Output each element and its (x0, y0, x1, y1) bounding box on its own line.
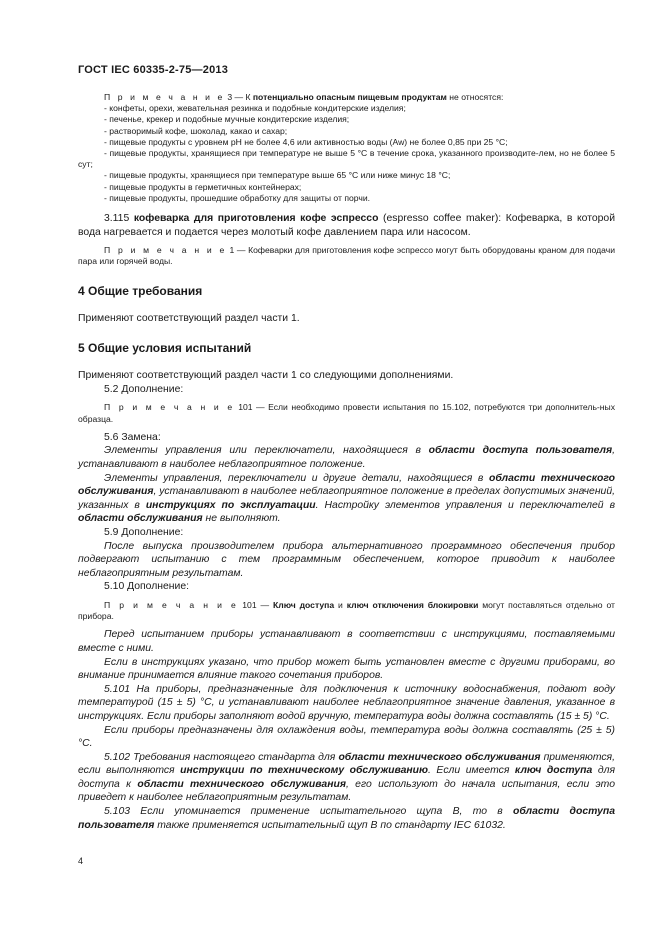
note-101-a (78, 402, 615, 424)
list-item: - пищевые продукты в герметичных контейнерах; (104, 181, 302, 192)
note-label: П р и м е ч а н и е (104, 402, 235, 413)
term: Ключ доступа (272, 599, 335, 610)
term: области технического обслуживания (338, 751, 541, 763)
clause-5-2: 5.2 Дополнение: (104, 383, 184, 395)
note-label: П р и м е ч а н и е (104, 92, 225, 102)
note-number: 3 — К (227, 92, 251, 102)
note-101-b: П р и м е ч а н и е 101 — Ключ доступа и ключ отключения блокировки могут поставляться отдельно от прибора. (78, 599, 615, 622)
section-5-text: Применяют соответствующий раздел части 1 со следующими дополнениями. (78, 370, 454, 382)
clause-5-10-para-2: Если в инструкциях указано, что прибор может быть установлен вместе с другими приборами, во внимание принимается влияние такого сочетания приборов. (78, 656, 615, 682)
term: инструкциях по эксплуатации (145, 499, 316, 511)
term: области технического обслуживания (137, 778, 346, 790)
section-4-title: 4 Общие требования (78, 283, 203, 298)
term: области доступа пользователя (428, 445, 613, 457)
clause-5-101: 5.101 На приборы, предназначенные для подключения к источнику водоснабжения, подают воду температурой (15 ± 5) °С, и устанавливают наиболее неблагоприятное значение давления, указанное в инструкциях. Если приборы заполняют водой вручную, температура воды должна составлять (15 ± 5) °С. (78, 683, 615, 722)
document-header: ГОСТ IEC 60335-2-75—2013 (78, 64, 229, 76)
definition-term: кофеварка для приготовления кофе эспрессо (133, 213, 379, 225)
note-1 (78, 245, 615, 267)
list-item: - пищевые продукты с уровнем pH не более 4,6 или активностью воды (Aw) не более 0,85 при 25 °С; (104, 136, 508, 147)
term: инструкции по техническому обслуживанию (180, 765, 428, 777)
note-text: 1 — Кофеварки для приготовления кофе эспрессо могут быть оборудованы краном для подачи пара или горячей воды. (78, 245, 615, 267)
definition-text: (espresso coffee maker): Кофеварка, в которой вода нагревается и подается через молотый кофе давлением пара или насосом. (78, 213, 615, 238)
clause-5-101-para-2: Если приборы предназначены для охлаждения воды, температура воды должна составлять (25 ± 5) °С. (78, 724, 615, 750)
list-item: - конфеты, орехи, жевательная резинка и подобные кондитерские изделия; (104, 103, 406, 114)
page-number: 4 (78, 856, 84, 866)
note-label: П р и м е ч а н и е (104, 245, 227, 256)
clause-5-6-head: 5.6 Замена: (104, 431, 161, 443)
section-4-text: Применяют соответствующий раздел части 1. (78, 312, 300, 324)
term: области доступа пользователя (78, 806, 615, 831)
list-item: - пищевые продукты, хранящиеся при температуре не выше 5 °С в течение срока, указанного производите-лем, но не более 5 сут; (78, 148, 615, 170)
note-term: потенциально опасным пищевым продуктам (252, 92, 447, 102)
clause-5-102: 5.102 Требования настоящего стандарта для области технического обслуживания применяются, если выполняются инструкции по техническому обслуживанию. Если имеется ключ доступа для доступа к области технического обслуживания, его используют до начала испытания, если это приведет к наиболее неблагоприятным результатам. (78, 751, 616, 804)
list-item: - пищевые продукты, хранящиеся при температуре выше 65 °С или ниже минус 18 °С; (104, 170, 451, 181)
clause-5-9-head: 5.9 Дополнение: (104, 526, 184, 538)
list-item: - растворимый кофе, шоколад, какао и сахар; (104, 125, 288, 136)
clause-5-10-head: 5.10 Дополнение: (104, 581, 190, 593)
page-content (78, 92, 615, 832)
clause-5-9-text: После выпуска производителем прибора альтернативного программного обеспечения прибор подвергают испытанию с тем программным обеспечением, которое приводит к наиболее неблагоприятным результатам. (78, 540, 615, 579)
clause-5-6-para-1: Элементы управления или переключатели, находящиеся в области доступа пользователя, устанавливают в наиболее неблагоприятное положение. (78, 445, 615, 470)
clause-5-6-para-2: Элементы управления, переключатели и другие детали, находящиеся в области технического обслуживания, устанавливают в наиболее неблагоприятное положение в пределах допустимых значений, указанных в инструкциях по эксплуатации. Настройку элементов управления и переключателей в области обслуживания не выполняют. (78, 472, 615, 525)
clause-5-10-para-1: Перед испытанием приборы устанавливают в соответствии с инструкциями, поставляемыми вместе с ними. (78, 629, 615, 654)
term: области технического обслуживания (78, 472, 615, 498)
list-item: - пищевые продукты, прошедшие обработку для защиты от порчи. (104, 192, 371, 203)
term: ключ отключения блокировки (346, 599, 479, 610)
note-text: 101 — Если необходимо провести испытания по 15.102, потребуются три дополнитель-ных образца. (78, 402, 615, 424)
list-item: - печенье, крекер и подобные мучные кондитерские изделия; (104, 114, 350, 125)
note-tail: не относятся: (449, 92, 504, 102)
note-3 (78, 92, 615, 103)
clause-number: 3.115 (104, 213, 130, 225)
definition-3-115 (78, 212, 615, 239)
clause-5-103: 5.103 Если упоминается применение испытательного щупа В, то в области доступа пользователя также применяется испытательный щуп В по стандарту IEC 61032. (78, 806, 615, 831)
term: области обслуживания (78, 513, 203, 525)
section-5-title: 5 Общие условия испытаний (78, 341, 252, 356)
term: ключ доступа (514, 765, 593, 777)
note-label: П р и м е ч а н и е (104, 599, 239, 610)
